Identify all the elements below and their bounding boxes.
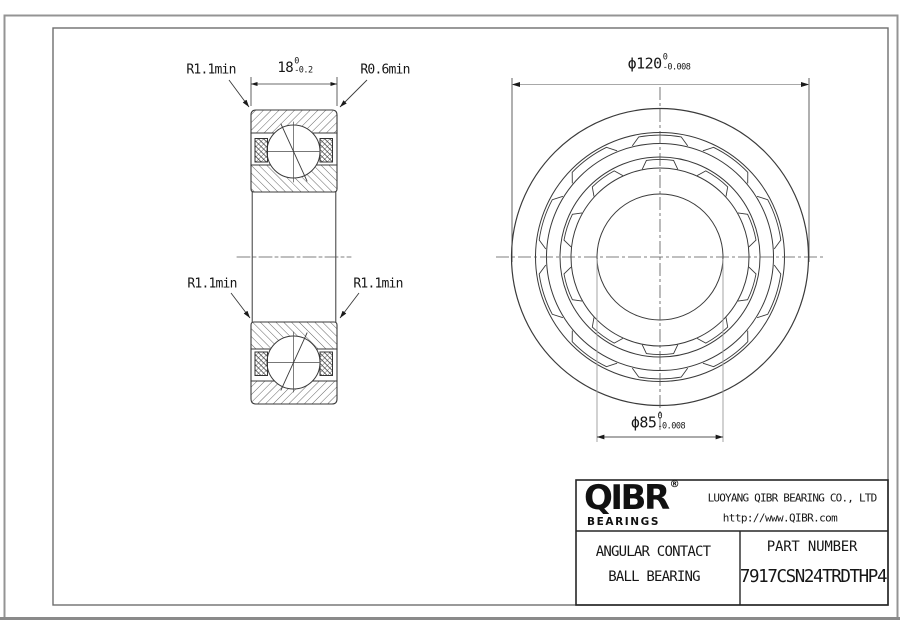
logo-text: QIBR: [584, 478, 668, 518]
outer-diameter-dimension-text: [627, 52, 691, 74]
front-view: [496, 87, 824, 431]
outer-dia-tol-lower: -0.008: [662, 62, 691, 73]
company-name: LUOYANG QIBR BEARING CO., LTD: [707, 491, 877, 505]
bore-dia-value: 85: [639, 413, 657, 432]
product-type-line2: BALL BEARING: [608, 569, 700, 585]
upper-cage-left: [255, 139, 268, 163]
diameter-symbol: ϕ: [630, 413, 640, 432]
bore-dia-tol-lower: -0.008: [657, 421, 686, 432]
part-number-label: PART NUMBER: [766, 539, 858, 555]
registered-trademark-icon: ®: [669, 479, 680, 490]
leader-top-left: [229, 80, 249, 107]
bore-dia-tol-upper: 0: [657, 411, 663, 422]
sheet-borders: [0, 16, 900, 619]
lower-cage-right: [320, 352, 333, 376]
upper-cage-right: [320, 139, 333, 163]
width-value: 18: [277, 60, 294, 76]
width-dimension-text: [277, 56, 313, 78]
leader-mid-left: [231, 293, 250, 318]
radius-label-top-right: R0.6min: [360, 62, 410, 78]
radius-label-mid-left: R1.1min: [187, 276, 237, 292]
outer-dia-tol-upper: 0: [662, 52, 668, 63]
outer-dia-value: 120: [636, 54, 662, 73]
leader-mid-right: [340, 293, 359, 318]
width-tol-lower: -0.2: [294, 66, 313, 76]
lower-cage-left: [255, 352, 268, 376]
bore-diameter-dimension-text: [630, 411, 686, 433]
section-view: [237, 110, 351, 404]
diameter-symbol: ϕ: [627, 54, 637, 73]
part-number-value: 7917CSN24TRDTHP4: [739, 567, 887, 587]
logo-subtext: BEARINGS: [587, 516, 661, 528]
company-website: http://www.QIBR.com: [722, 511, 838, 525]
leader-top-right: [340, 80, 367, 107]
width-tol-upper: 0: [294, 56, 299, 67]
product-type-line1: ANGULAR CONTACT: [595, 544, 711, 560]
radius-label-mid-right: R1.1min: [353, 276, 403, 292]
radius-label-top-left: R1.1min: [186, 62, 236, 78]
company-logo: [584, 478, 694, 528]
